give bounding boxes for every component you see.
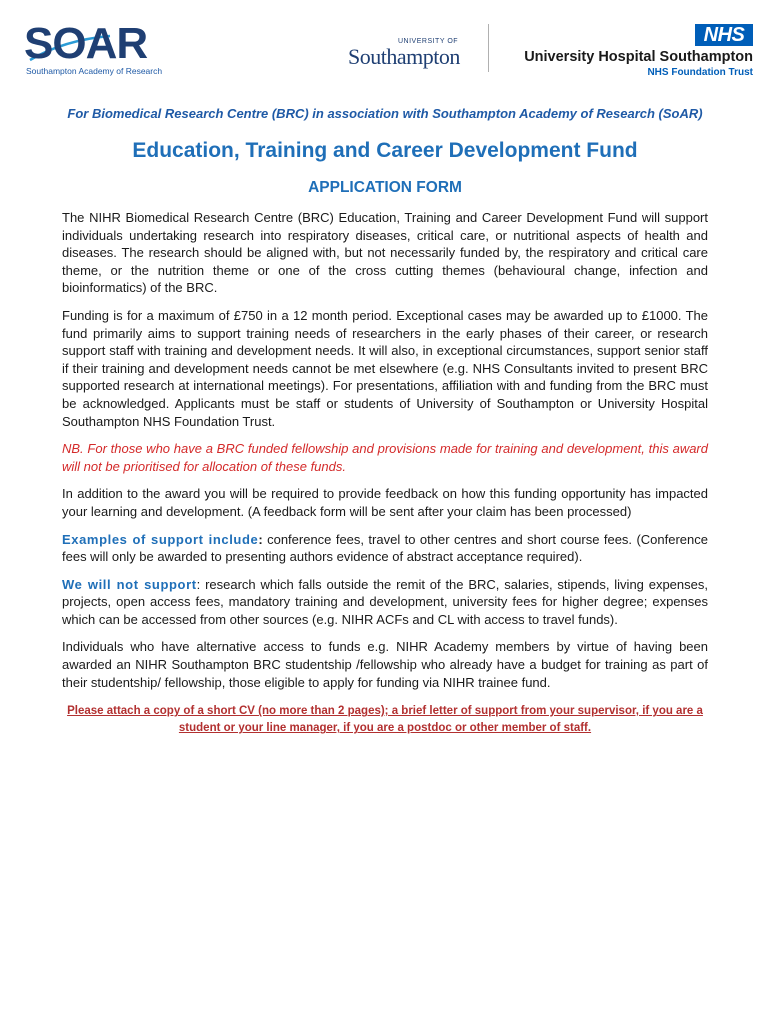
- examples-label: Examples of support include: [62, 531, 259, 547]
- intro-paragraph: The NIHR Biomedical Research Centre (BRC) Education, Training and Career Development Fund will support individuals undertaking research into respiratory diseases, critical care, or nutritional aspects of health and diseases. The research should be aligned with, but not necessarily funded by, the respiratory and critical care theme, or the nutrition theme or one of the cross cutting themes (behavioural change, infection and bioinformatics) of the BRC.: [62, 210, 708, 296]
- nb-paragraph: NB. For those who have a BRC funded fellowship and provisions made for training and development, this award will not be prioritised for allocation of these funds.: [62, 441, 708, 474]
- uos-small-text: UNIVERSITY OF: [398, 38, 459, 45]
- document-body: [62, 104, 708, 737]
- soar-wordmark: SOAR: [24, 19, 148, 68]
- not-support-label: We will not support: [62, 576, 197, 592]
- examples-text: conference fees, travel to other centres and short course fees. (Conference fees will only be awarded to presenting authors evidence of abstract acceptance required).: [62, 531, 708, 565]
- alternative-funds-paragraph: Individuals who have alternative access to funds e.g. NIHR Academy members by virtue of having been awarded an NIHR Southampton BRC studentship /fellowship who already have a budget for training as part of their studentship/ fellowship, those eligible to apply for funding via NIHR trainee fund.: [62, 639, 708, 690]
- document-subtitle: For Biomedical Research Centre (BRC) in association with Southampton Academy of Research (SoAR): [67, 106, 703, 121]
- attach-cv-note: Please attach a copy of a short CV (no more than 2 pages); a brief letter of support from your supervisor, if you are a student or your line manager, if you are a postdoc or other member of staff.: [67, 705, 703, 735]
- examples-paragraph: [62, 531, 708, 566]
- nhs-trust-subtitle: NHS Foundation Trust: [647, 67, 753, 78]
- form-heading: APPLICATION FORM: [308, 179, 462, 196]
- nhs-trust-logo: [505, 24, 753, 80]
- document-title: Education, Training and Career Development Fund: [132, 139, 638, 162]
- soar-subtitle: Southampton Academy of Research: [26, 66, 163, 76]
- examples-colon: :: [258, 531, 263, 547]
- not-support-text: : research which falls outside the remit of the BRC, salaries, stipends, living expenses, projects, open access fees, mandatory training and development, university fees for higher degree; expenses which can be accessed from other sources (e.g. NIHR ACFs and CL with access to travel funds).: [62, 576, 708, 627]
- university-of-southampton-logo: [348, 38, 478, 78]
- feedback-paragraph: In addition to the award you will be required to provide feedback on how this funding opportunity has impacted your learning and development. (A feedback form will be sent after your claim has been processed): [62, 486, 708, 519]
- logo-divider: [488, 24, 489, 72]
- soar-logo: [24, 20, 164, 80]
- page-header: [0, 0, 770, 90]
- nhs-trust-name: University Hospital Southampton: [524, 49, 753, 65]
- uos-wordmark: Southampton: [348, 44, 460, 69]
- not-support-paragraph: [62, 576, 708, 629]
- nhs-badge: NHS: [695, 24, 753, 46]
- funding-paragraph: Funding is for a maximum of £750 in a 12 month period. Exceptional cases may be awarded up to £1000. The fund primarily aims to support training needs of researchers in the early phases of their career, or research support staff with training and development needs. It will also, in exceptional circumstances, support senior staff if their training and development needs cannot be met elsewhere (e.g. NHS Consultants invited to present BRC supported research at international meetings). For presentations, affiliation with and funding from the BRC must be acknowledged. Applicants must be staff or students of University of Southampton or University Hospital Southampton NHS Foundation Trust.: [62, 307, 708, 429]
